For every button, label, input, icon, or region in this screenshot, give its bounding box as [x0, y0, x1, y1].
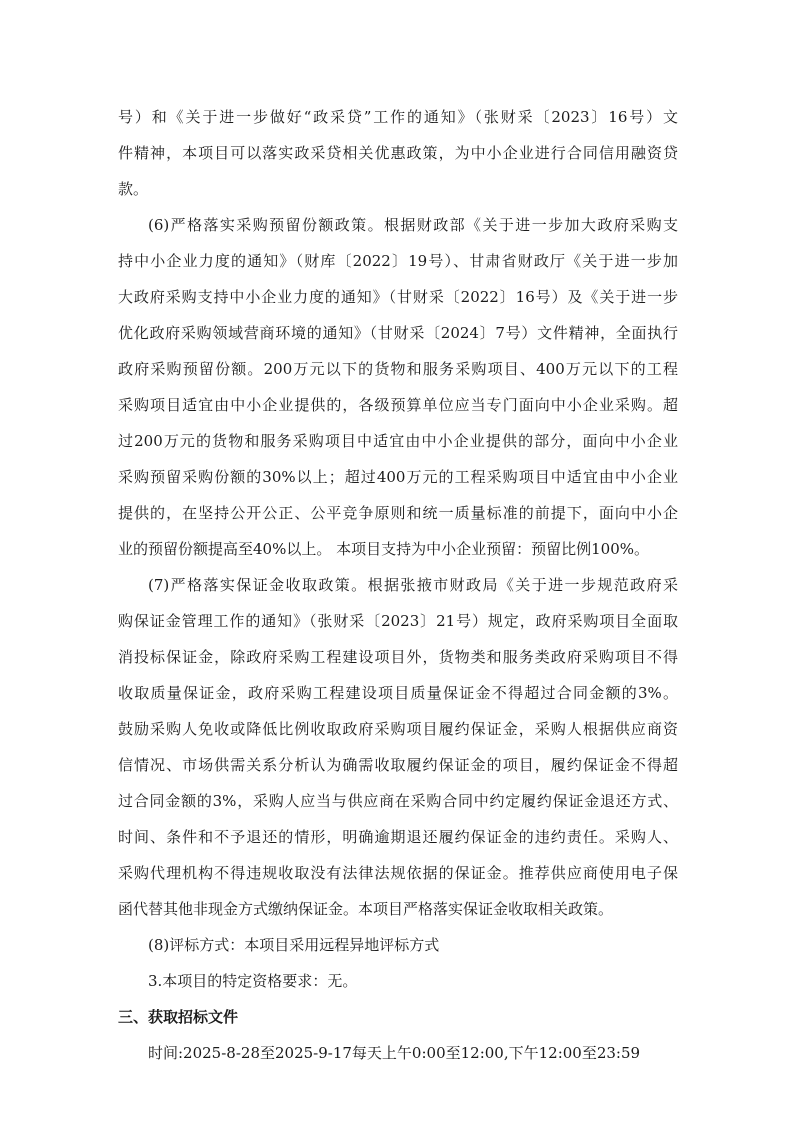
paragraph-line: 函代替其他非现金方式缴纳保证金。本项目严格落实保证金收取相关政策。 — [118, 900, 614, 918]
paragraph-line: 信情况、市场供需关系分析认为确需收取履约保证金的项目，履约保证金不得超 — [118, 756, 678, 774]
paragraph-line: 优化政府采购领域营商环境的通知》（甘财采〔2024〕7号）文件精神，全面执行 — [118, 324, 678, 342]
paragraph-line: 提供的，在坚持公开公正、公平竞争原则和统一质量标准的前提下，面向中小企 — [118, 504, 678, 522]
paragraph-line: 采购预留采购份额的30%以上；超过400万元的工程采购项目中适宜由中小企业 — [118, 468, 678, 486]
paragraph-line: 鼓励采购人免收或降低比例收取政府采购项目履约保证金，采购人根据供应商资 — [118, 720, 678, 738]
paragraph-line: 消投标保证金，除政府采购工程建设项目外，货物类和服务类政府采购项目不得 — [118, 648, 678, 666]
section-heading: 三、获取招标文件 — [118, 1008, 239, 1026]
paragraph-line: 号）和《关于进一步做好“政采贷”工作的通知》（张财采〔2023〕16号）文 — [118, 108, 678, 126]
paragraph-line: 购保证金管理工作的通知》（张财采〔2023〕21号）规定，政府采购项目全面取 — [118, 612, 678, 630]
paragraph-line: (6)严格落实采购预留份额政策。根据财政部《关于进一步加大政府采购支 — [148, 216, 678, 234]
paragraph-line: 业的预留份额提高至40%以上。 本项目支持为中小企业预留：预留比例100%。 — [118, 540, 649, 558]
paragraph-line: 政府采购预留份额。200万元以下的货物和服务采购项目、400万元以下的工程 — [118, 360, 678, 378]
paragraph-line: 大政府采购支持中小企业力度的通知》（甘财采〔2022〕16号）及《关于进一步 — [118, 288, 678, 306]
paragraph-line: 过合同金额的3%，采购人应当与供应商在采购合同中约定履约保证金退还方式、 — [118, 792, 678, 810]
paragraph-line: 3.本项目的特定资格要求：无。 — [148, 972, 358, 990]
paragraph-line: 时间、条件和不予退还的情形，明确逾期退还履约保证金的违约责任。采购人、 — [118, 828, 678, 846]
paragraph-line: 持中小企业力度的通知》（财库〔2022〕19号）、甘肃省财政厅《关于进一步加 — [118, 252, 678, 270]
paragraph-line: 时间:2025-8-28至2025-9-17每天上午0:00至12:00,下午12:00至23:59 — [148, 1044, 641, 1062]
paragraph-line: 款。 — [118, 180, 149, 198]
paragraph-line: 过200万元的货物和服务采购项目中适宜由中小企业提供的部分，面向中小企业 — [118, 432, 678, 450]
paragraph-line: 采购项目适宜由中小企业提供的，各级预算单位应当专门面向中小企业采购。超 — [118, 396, 678, 414]
paragraph-line: 收取质量保证金，政府采购工程建设项目质量保证金不得超过合同金额的3%。 — [118, 684, 678, 702]
paragraph-line: (7)严格落实保证金收取政策。根据张掖市财政局《关于进一步规范政府采 — [148, 576, 678, 594]
paragraph-line: 件精神，本项目可以落实政采贷相关优惠政策，为中小企业进行合同信用融资贷 — [118, 144, 678, 162]
paragraph-line: (8)评标方式：本项目采用远程异地评标方式 — [148, 936, 440, 954]
paragraph-line: 采购代理机构不得违规收取没有法律法规依据的保证金。推荐供应商使用电子保 — [118, 864, 678, 882]
